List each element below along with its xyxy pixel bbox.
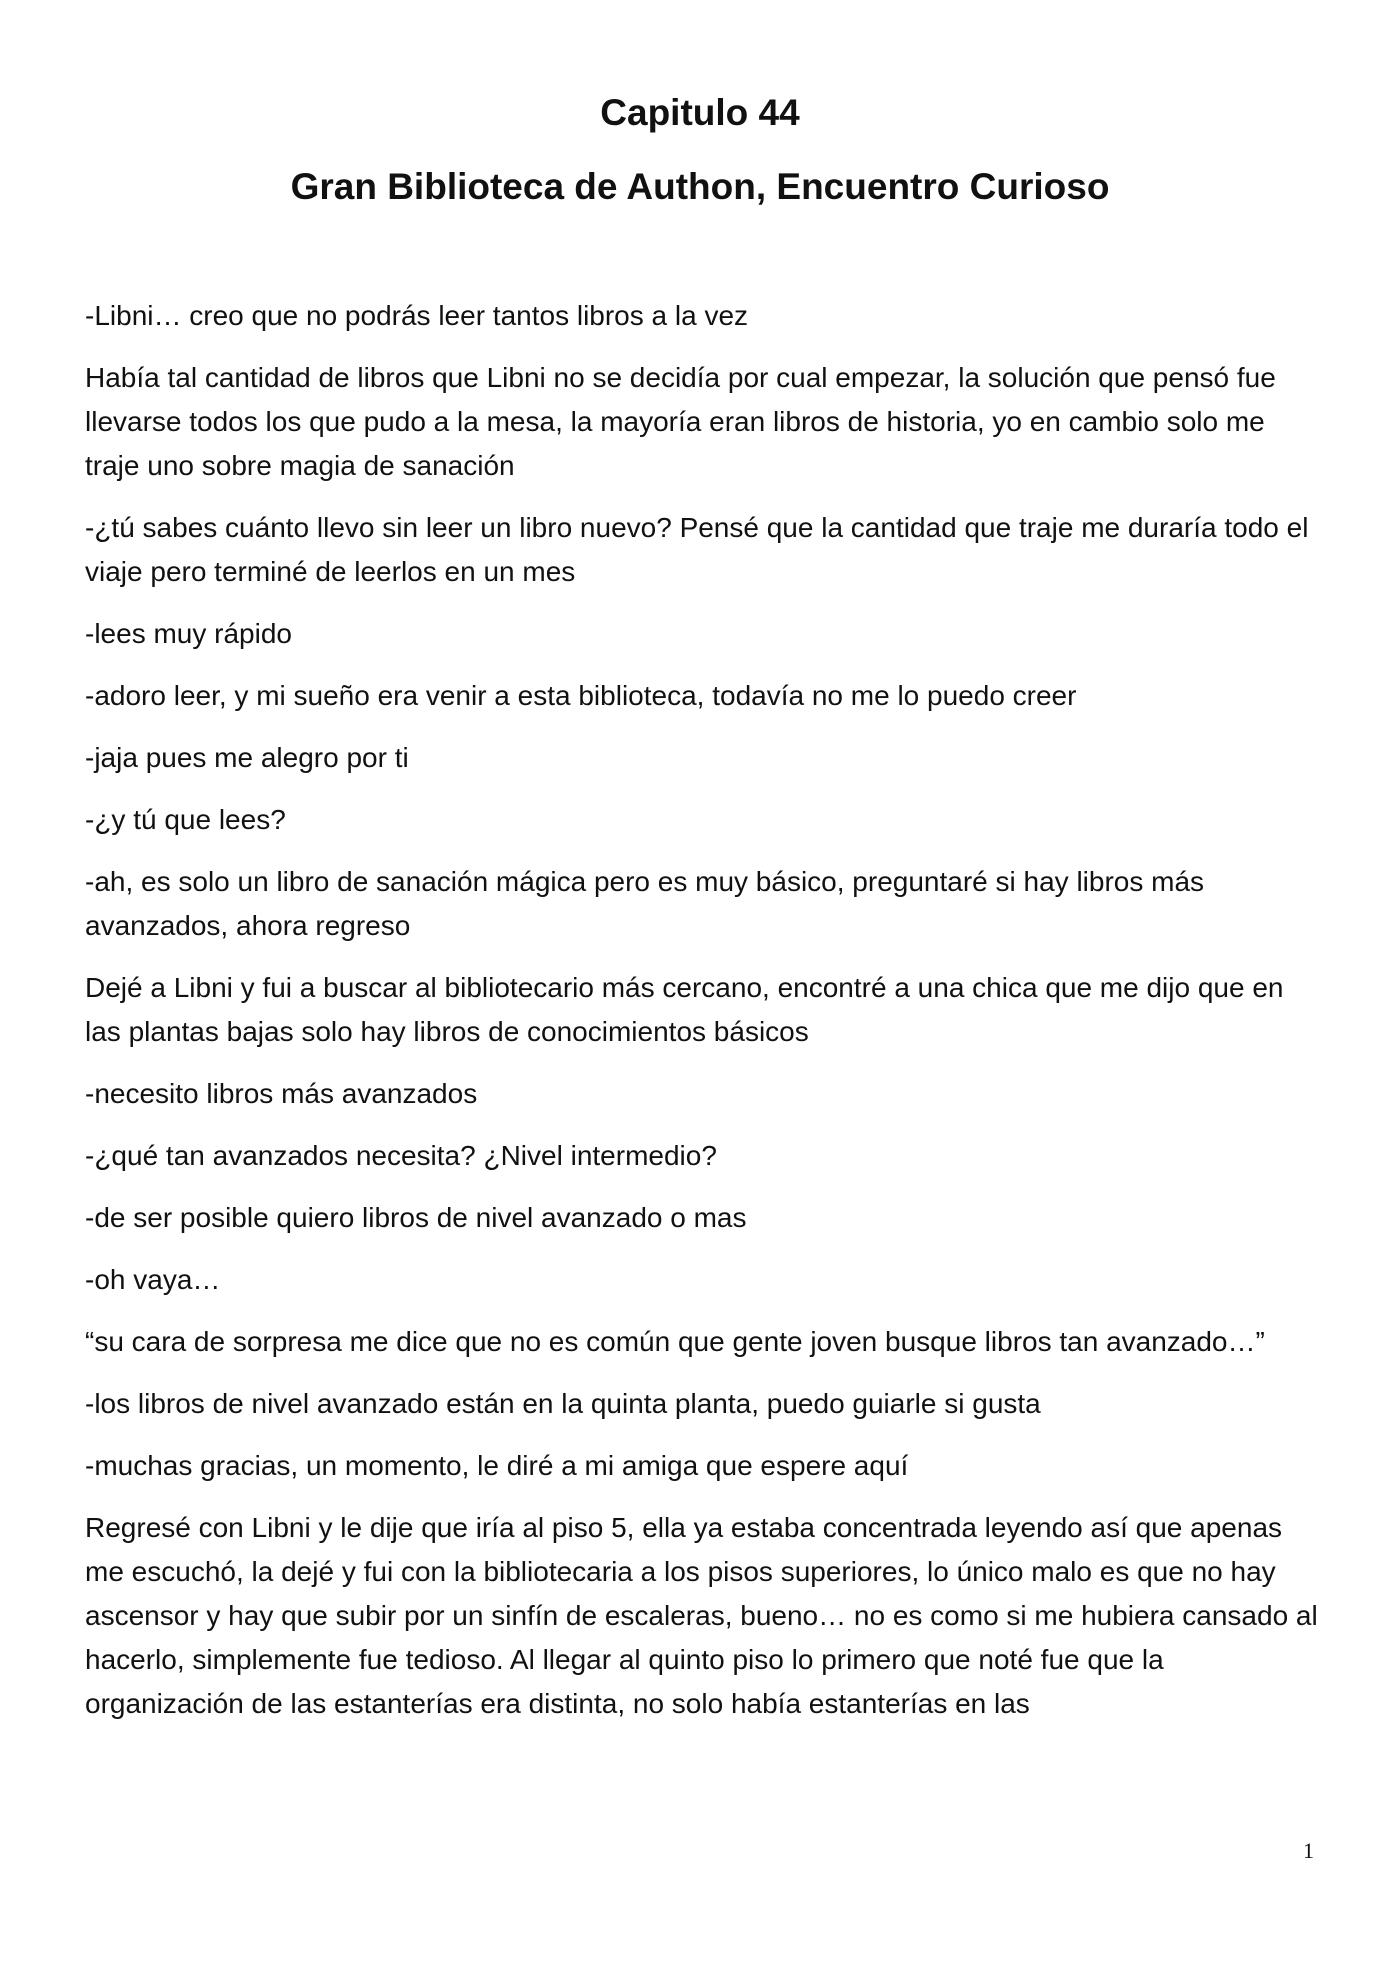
paragraph: -de ser posible quiero libros de nivel avanzado o mas xyxy=(85,1202,747,1233)
paragraph: -¿tú sabes cuánto llevo sin leer un libro nuevo? Pensé que la cantidad que traje me duraría todo el viaje pero terminé de leerlos en un mes xyxy=(85,512,1309,587)
paragraph: -adoro leer, y mi sueño era venir a esta biblioteca, todavía no me lo puedo creer xyxy=(85,680,1077,711)
paragraph: -los libros de nivel avanzado están en la quinta planta, puedo guiarle si gusta xyxy=(85,1388,1041,1419)
paragraph: “su cara de sorpresa me dice que no es común que gente joven busque libros tan avanzado…” xyxy=(85,1326,1265,1357)
paragraph: -muchas gracias, un momento, le diré a mi amiga que espere aquí xyxy=(85,1450,909,1481)
paragraph: -oh vaya… xyxy=(85,1264,221,1295)
paragraph: -Libni… creo que no podrás leer tantos libros a la vez xyxy=(85,300,749,331)
paragraph: -ah, es solo un libro de sanación mágica pero es muy básico, preguntaré si hay libros más avanzados, ahora regreso xyxy=(85,866,1205,941)
paragraph: -necesito libros más avanzados xyxy=(85,1078,478,1109)
paragraph: -¿y tú que lees? xyxy=(85,804,286,835)
chapter-number: Capitulo 44 xyxy=(600,92,800,133)
chapter-body xyxy=(85,294,1325,1744)
page-number: 1 xyxy=(1303,1838,1314,1863)
paragraph: Había tal cantidad de libros que Libni no se decidía por cual empezar, la solución que pensó fue llevarse todos los que pudo a la mesa, la mayoría eran libros de historia, yo en cambio solo me traje uno sobre magia de sanación xyxy=(85,362,1276,481)
paragraph: -¿qué tan avanzados necesita? ¿Nivel intermedio? xyxy=(85,1140,717,1171)
chapter-header xyxy=(0,88,1400,212)
paragraph: -lees muy rápido xyxy=(85,618,292,649)
paragraph: Dejé a Libni y fui a buscar al bibliotecario más cercano, encontré a una chica que me dijo que en las plantas bajas solo hay libros de conocimientos básicos xyxy=(85,972,1284,1047)
chapter-title: Gran Biblioteca de Authon, Encuentro Curioso xyxy=(290,166,1110,207)
paragraph: -jaja pues me alegro por ti xyxy=(85,742,409,773)
paragraph: Regresé con Libni y le dije que iría al piso 5, ella ya estaba concentrada leyendo así que apenas me escuchó, la dejé y fui con la bibliotecaria a los pisos superiores, lo único malo es que no hay ascensor y hay que subir por un sinfín de escaleras, bueno… no es como si me hubiera cansado al hacerlo, simplemente fue tedioso. Al llegar al quinto piso lo primero que noté fue que la organización de las estanterías era distinta, no solo había estanterías en las xyxy=(85,1512,1318,1719)
